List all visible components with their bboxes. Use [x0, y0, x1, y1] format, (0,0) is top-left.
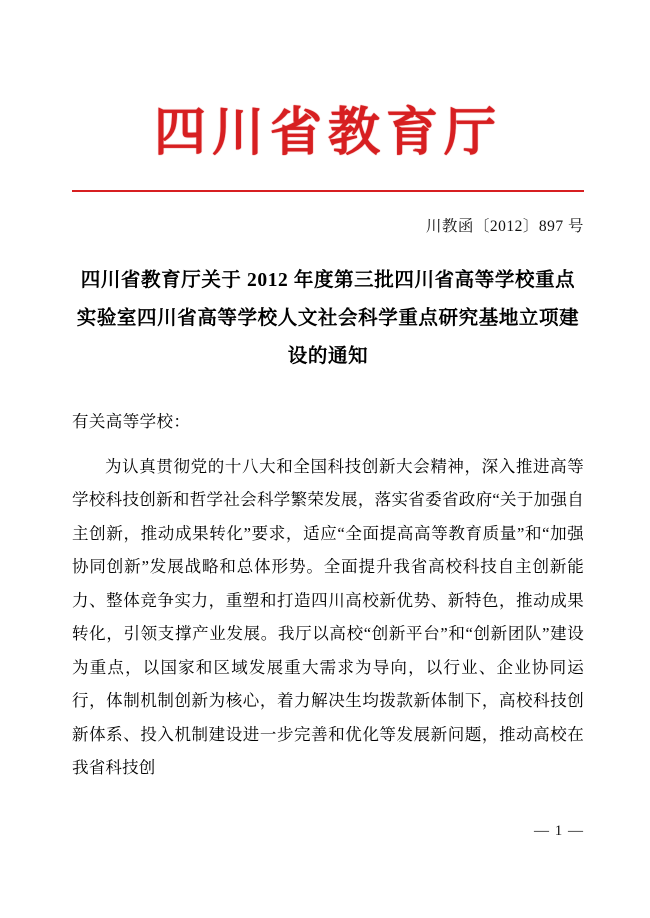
page-number: — 1 — [534, 823, 584, 839]
issuing-authority-title: 四川省教育厅 [153, 105, 502, 162]
red-separator-rule [72, 190, 584, 193]
document-body [72, 0, 584, 918]
body-paragraph-1: 为认真贯彻党的十八大和全国科技创新大会精神，深入推进高等学校科技创新和哲学社会科学繁荣发展，落实省委省政府“关于加强自主创新，推动成果转化”要求，适应“全面提高高等教育质量”和“加强协同创新”发展战略和总体形势。全面提升我省高校科技自主创新能力、整体竞争实力，重塑和打造四川高校新优势、新特色，推动成果转化，引领支撑产业发展。我厅以高校“创新平台”和“创新团队”建设为重点，以国家和区域发展重大需求为导向，以行业、企业协同运行，体制机制创新为核心，着力解决生均拨款新体制下，高校科技创新体系、投入机制建设进一步完善和优化等发展新问题，推动高校在我省科技创 [72, 456, 584, 778]
page-title: 四川省教育厅关于 2012 年度第三批四川省高等学校重点实验室四川省高等学校人文社会科学重点研究基地立项建设的通知 [76, 270, 580, 368]
masthead [72, 0, 584, 164]
document-number: 川教函〔2012〕897 号 [425, 218, 584, 236]
salutation: 有关高等学校： [72, 412, 191, 432]
